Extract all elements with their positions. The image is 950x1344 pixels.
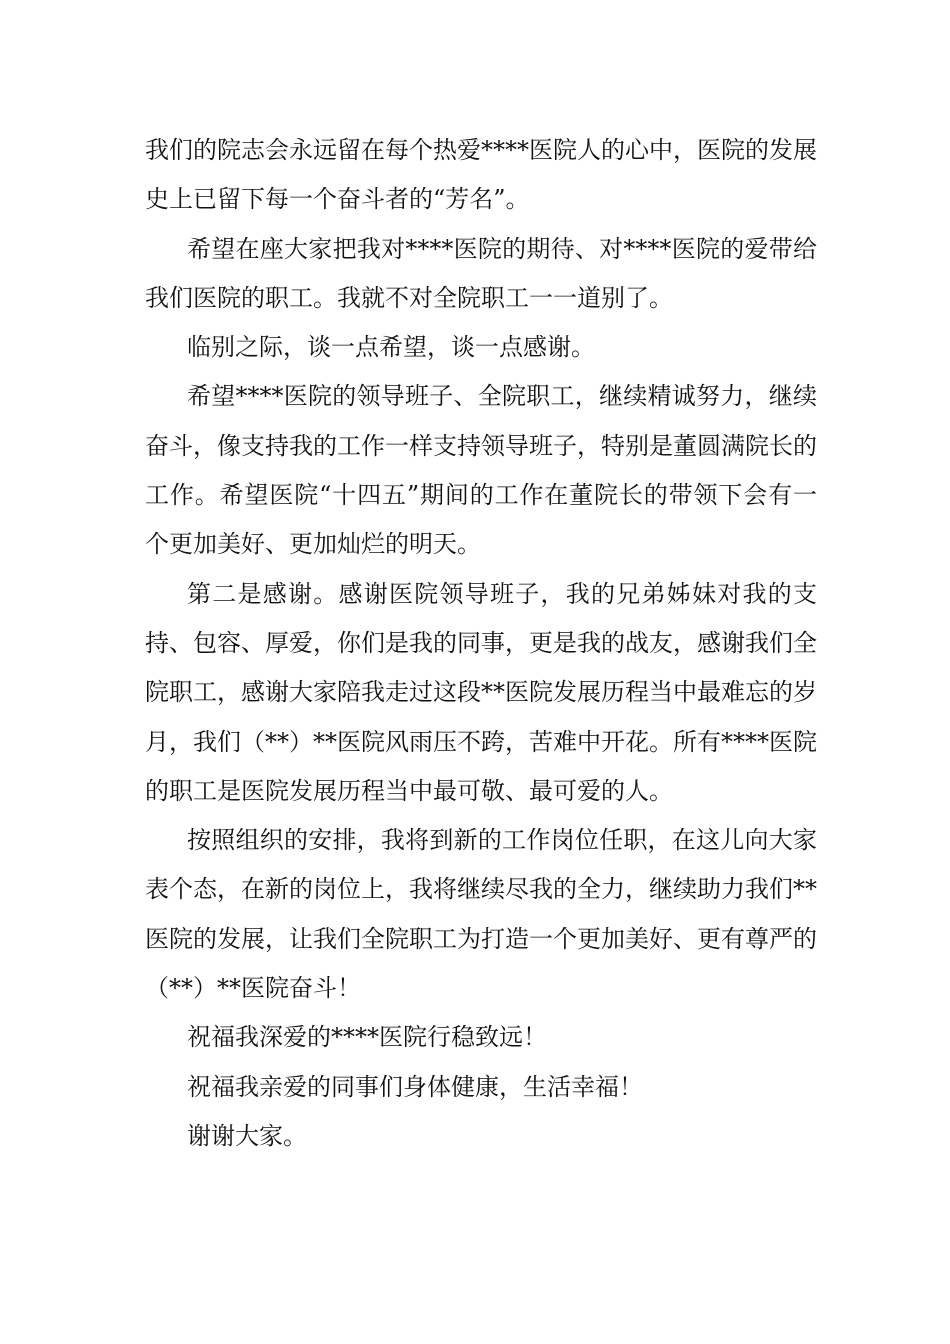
paragraph-9: 谢谢大家。	[187, 1121, 307, 1150]
paragraph-6: 按照组织的安排，我将到新的工作岗位任职，在这儿向大家表个态，在新的岗位上，我将继续尽我的全力，继续助力我们**医院的发展，让我们全院职工为打造一个更加美好、更有尊严的（**）**医院奋斗！	[145, 826, 817, 1003]
paragraph-1: 我们的院志会永远留在每个热爱****医院人的心中，医院的发展史上已留下每一个奋斗者的“芳名”。	[145, 136, 817, 214]
paragraph-3: 临别之际，谈一点希望，谈一点感谢。	[187, 333, 595, 362]
document-page	[145, 126, 817, 1161]
paragraph-8: 祝福我亲爱的同事们身体健康，生活幸福！	[187, 1072, 643, 1101]
paragraph-4: 希望****医院的领导班子、全院职工，继续精诚努力，继续奋斗，像支持我的工作一样支持领导班子，特别是董圆满院长的工作。希望医院“十四五”期间的工作在董院长的带领下会有一个更加美好、更加灿烂的明天。	[145, 382, 817, 559]
paragraph-2: 希望在座大家把我对****医院的期待、对****医院的爱带给我们医院的职工。我就不对全院职工一一道别了。	[145, 234, 817, 312]
paragraph-7: 祝福我深爱的****医院行稳致远！	[187, 1023, 547, 1052]
paragraph-5: 第二是感谢。感谢医院领导班子，我的兄弟姊妹对我的支持、包容、厚爱，你们是我的同事，更是我的战友，感谢我们全院职工，感谢大家陪我走过这段**医院发展历程当中最难忘的岁月，我们（**）**医院风雨压不跨，苦难中开花。所有****医院的职工是医院发展历程当中最可敬、最可爱的人。	[145, 579, 817, 805]
